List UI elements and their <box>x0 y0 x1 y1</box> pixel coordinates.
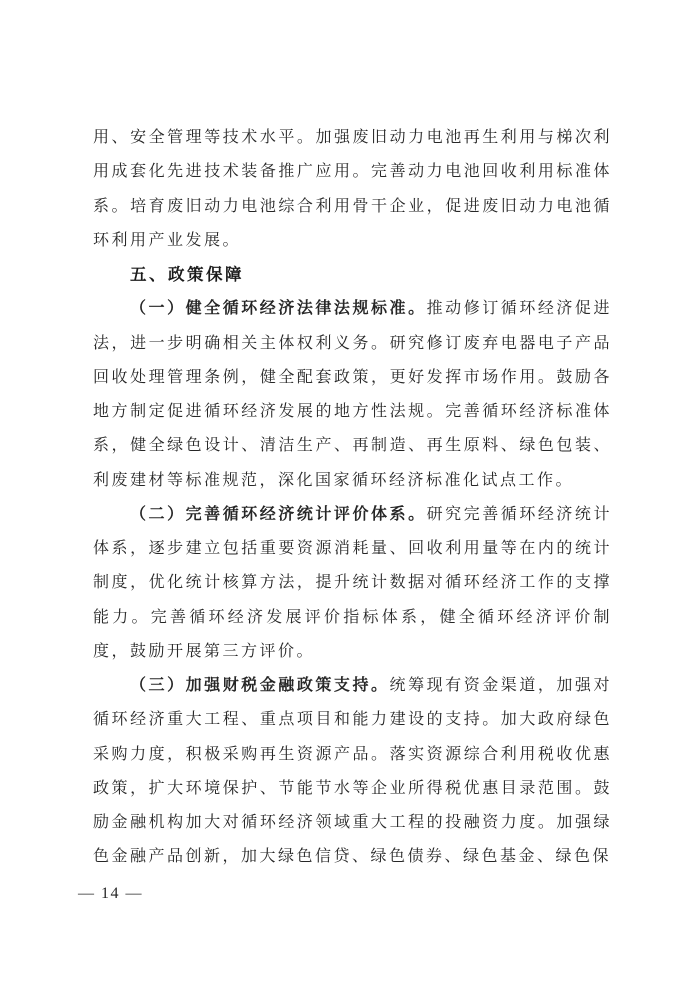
paragraph-1-lead: （一）健全循环经济法律法规标准。 <box>130 300 427 318</box>
paragraph-2 <box>93 498 612 669</box>
continuation-paragraph-text: 用、安全管理等技术水平。加强废旧动力电池再生利用与梯次利用成套化先进技术装备推广应用。完善动力电池回收利用标准体系。培育废旧动力电池综合利用骨干企业，促进废旧动力电池循环利用产业发展。 <box>93 129 612 249</box>
paragraph-3 <box>93 669 612 875</box>
document-body <box>93 121 612 875</box>
section-heading: 五、政策保障 <box>130 266 244 284</box>
paragraph-2-lead: （二）完善循环经济统计评价体系。 <box>130 505 427 523</box>
paragraph-3-text: 统筹现有资金渠道，加强对循环经济重大工程、重点项目和能力建设的支持。加大政府绿色采购力度，积极采购再生资源产品。落实资源综合利用税收优惠政策，扩大环境保护、节能节水等企业所得税优惠目录范围。鼓励金融机构加大对循环经济领域重大工程的投融资力度。加强绿色金融产品创新，加大绿色信贷、绿色债券、绿色基金、绿色保 <box>93 677 612 866</box>
paragraph-1-text: 推动修订循环经济促进法，进一步明确相关主体权利义务。研究修订废弃电器电子产品回收处理管理条例，健全配套政策，更好发挥市场作用。鼓励各地方制定促进循环经济发展的地方性法规。完善循环经济标准体系，健全绿色设计、清洁生产、再制造、再生原料、绿色包装、利废建材等标准规范，深化国家循环经济标准化试点工作。 <box>93 300 612 489</box>
page-number: — 14 — <box>78 885 143 902</box>
paragraph-1 <box>93 292 612 498</box>
paragraph-2-text: 研究完善循环经济统计体系，逐步建立包括重要资源消耗量、回收利用量等在内的统计制度，优化统计核算方法，提升统计数据对循环经济工作的支撑能力。完善循环经济发展评价指标体系，健全循环经济评价制度，鼓励开展第三方评价。 <box>93 505 612 660</box>
continuation-paragraph <box>93 121 612 258</box>
paragraph-3-lead: （三）加强财税金融政策支持。 <box>130 677 390 694</box>
